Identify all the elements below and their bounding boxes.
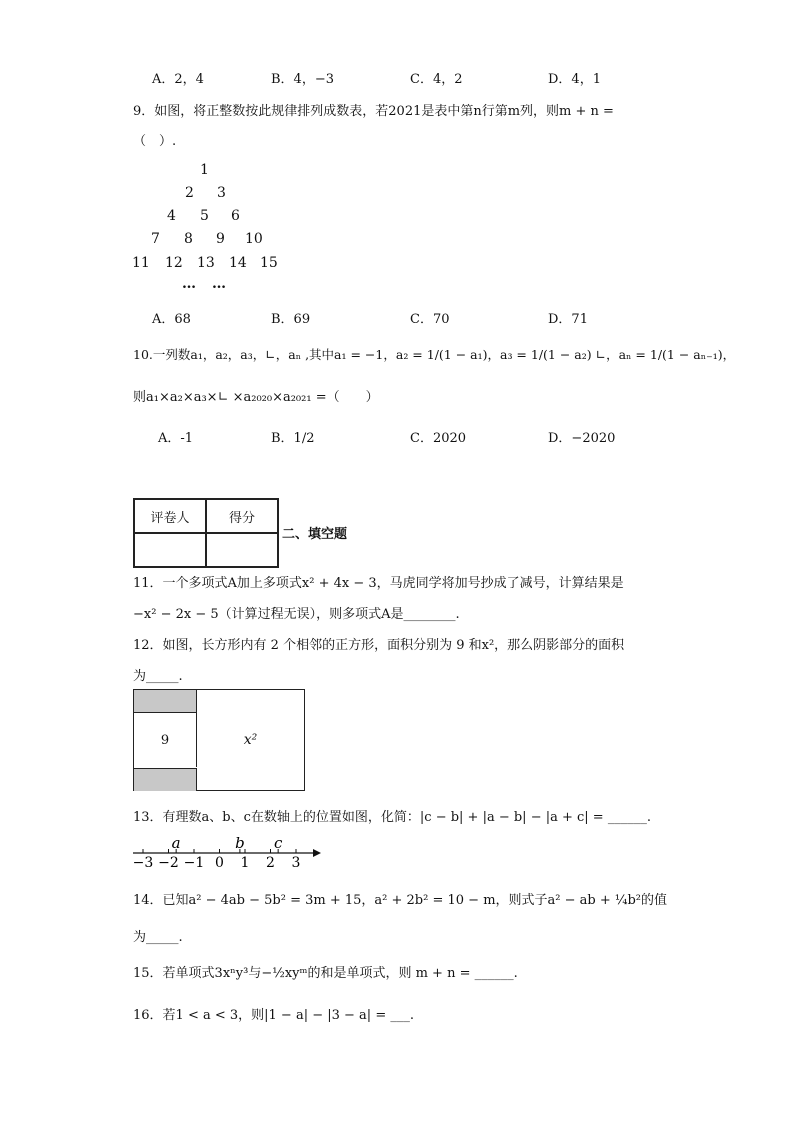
q8-option-a[interactable]: A．2，4 (152, 72, 204, 87)
section-title: 二、填空题 (282, 527, 348, 542)
number-line-tick-label: −3 (132, 855, 154, 871)
small-square-label: 9 (160, 732, 170, 748)
q13-question: 13．有理数a、b、c在数轴上的位置如图，化简：|c − b| + |a − b| − |a + c| = ______. (133, 810, 651, 825)
number-line-tick-label: −1 (183, 855, 205, 871)
q10-product: 则a₁×a₂×a₃×∟ ×a₂₀₂₀×a₂₀₂₁ =（ ） (133, 390, 379, 405)
triangle-ellipsis: … (182, 276, 196, 292)
number-line-point-b: b (235, 834, 245, 852)
q12-line1: 12．如图，长方形内有 2 个相邻的正方形，面积分别为 9 和x²，那么阴影部分的面积 (133, 638, 625, 653)
triangle-cell: 7 (151, 231, 160, 247)
number-line-tick-label: 3 (291, 855, 301, 871)
number-line-point-c: c (273, 834, 283, 852)
big-square-label: x² (243, 732, 258, 748)
q10-option-a[interactable]: A．-1 (158, 431, 194, 446)
arrow-icon (313, 849, 321, 857)
triangle-cell: 3 (217, 185, 226, 201)
triangle-cell: 4 (167, 208, 176, 224)
triangle-cell: 6 (231, 208, 240, 224)
q10-option-d[interactable]: D．−2020 (548, 431, 616, 446)
big-square (197, 690, 304, 790)
number-line (128, 834, 328, 872)
number-line-tick-label: 0 (215, 855, 224, 871)
q10-option-c[interactable]: C．2020 (410, 431, 467, 446)
score-header: 得分 (206, 499, 278, 533)
shaded-top (134, 690, 197, 713)
triangle-cell: 11 (132, 255, 150, 271)
triangle-cell: 2 (185, 185, 194, 201)
triangle-ellipsis: … (212, 276, 226, 292)
q8-option-d[interactable]: D．4，1 (548, 72, 601, 87)
q11-line1: 11．一个多项式A加上多项式x² + 4x − 3，马虎同学将加号抄成了减号，计算结果是 (133, 576, 624, 591)
q9-question: 9．如图，将正整数按此规律排列成数表，若2021是表中第n行第m列，则m + n = (133, 104, 614, 119)
triangle-cell: 15 (260, 255, 278, 271)
grader-cell[interactable] (134, 533, 206, 567)
q9-paren: （ ）. (133, 134, 177, 149)
small-square (134, 713, 197, 767)
number-line-tick-label: 2 (266, 855, 275, 871)
q9-option-d[interactable]: D．71 (548, 312, 588, 327)
triangle-cell: 8 (184, 231, 193, 247)
q12-line2: 为_____. (133, 669, 183, 684)
score-cell[interactable] (206, 533, 278, 567)
q9-option-a[interactable]: A．68 (152, 312, 191, 327)
q10-question: 10.一列数a₁，a₂，a₃，∟，aₙ ,其中a₁ = −1，a₂ = 1/(1 − a₁)，a₃ = 1/(1 − a₂) ∟，aₙ = 1/(1 − aₙ₋₁)， (133, 347, 736, 362)
q9-option-b[interactable]: B．69 (271, 312, 311, 327)
triangle-cell: 13 (197, 255, 215, 271)
q10-option-b[interactable]: B．1/2 (271, 431, 315, 446)
triangle-cell: 12 (165, 255, 183, 271)
grader-header: 评卷人 (134, 499, 206, 533)
q15-question: 15．若单项式3xⁿy³与−½xyᵐ的和是单项式，则 m + n = ______. (133, 966, 518, 981)
q8-option-b[interactable]: B．4，−3 (271, 72, 334, 87)
shaded-bottom (134, 768, 197, 791)
triangle-cell: 10 (245, 231, 263, 247)
q14-line1: 14．已知a² − 4ab − 5b² = 3m + 15，a² + 2b² = 10 − m，则式子a² − ab + ¼b²的值 (133, 893, 668, 908)
q11-line2: −x² − 2x − 5（计算过程无误），则多项式A是________. (133, 607, 460, 622)
number-line-point-a: a (171, 834, 181, 852)
triangle-cell: 1 (200, 162, 209, 178)
q16-question: 16．若1 < a < 3，则|1 − a| − |3 − a| = ___. (133, 1008, 414, 1023)
rectangle-figure (133, 689, 305, 791)
triangle-cell: 5 (200, 208, 209, 224)
number-line-tick-label: −2 (158, 855, 179, 871)
number-line-tick-label: 1 (240, 855, 250, 871)
q8-option-c[interactable]: C．4，2 (410, 72, 463, 87)
triangle-cell: 14 (229, 255, 247, 271)
q14-line2: 为_____. (133, 930, 183, 945)
triangle-cell: 9 (216, 231, 225, 247)
q9-option-c[interactable]: C．70 (410, 312, 450, 327)
score-table (133, 498, 279, 568)
